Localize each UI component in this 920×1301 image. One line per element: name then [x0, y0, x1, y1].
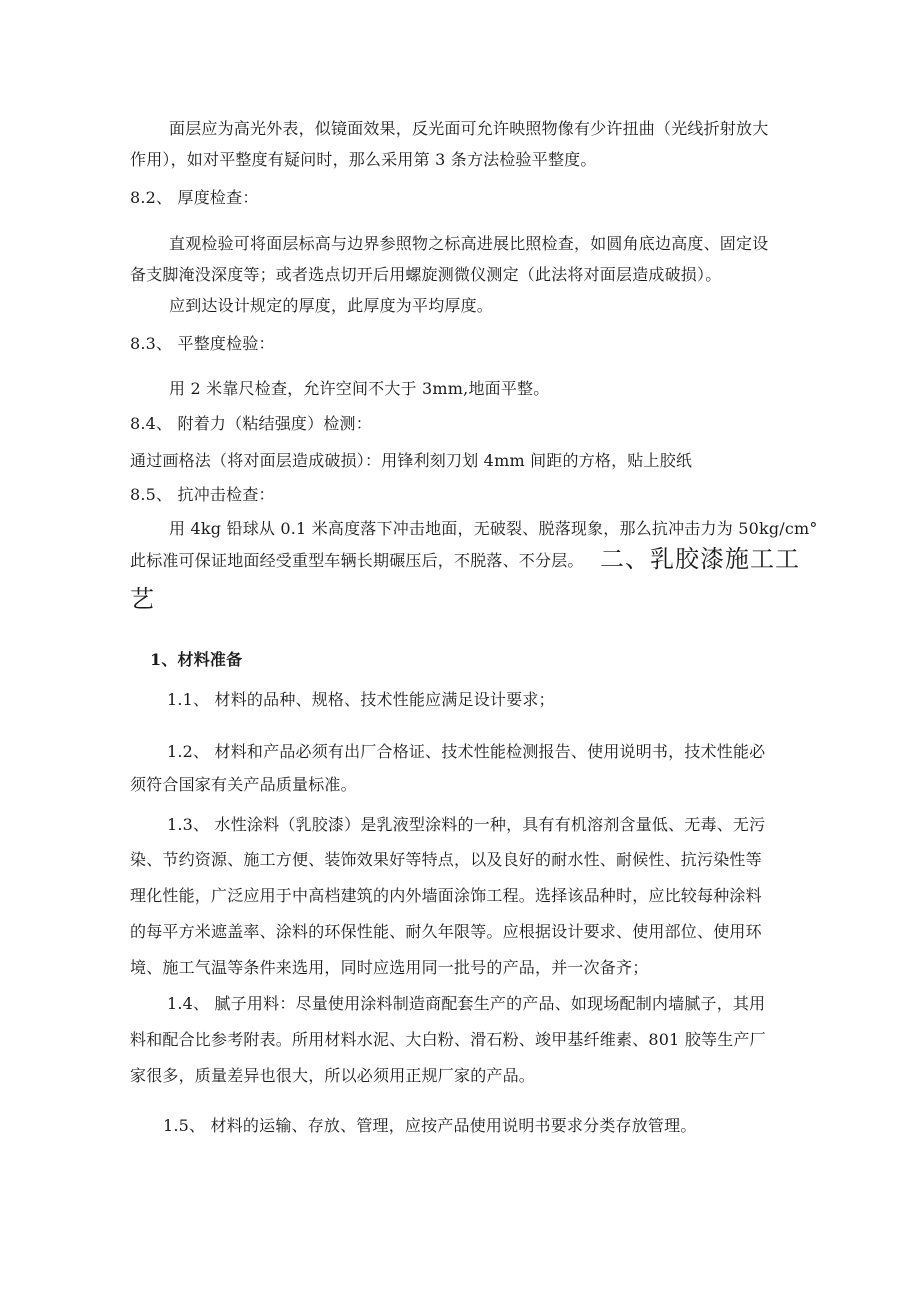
section-heading-materials: 1、材料准备	[150, 650, 243, 669]
text-line: 1.5、 材料的运输、存放、管理，应按产品使用说明书要求分类存放管理。	[163, 1116, 697, 1135]
text-line: 须符合国家有关产品质量标准。	[130, 775, 357, 794]
section-heading-8-2: 8.2、 厚度检查：	[130, 188, 259, 207]
text-line: 通过画格法（将对面层造成破损）：用锋利刻刀划 4mm 间距的方格，贴上胶纸	[130, 451, 693, 470]
text-line: 1.3、 水性涂料（乳胶漆）是乳液型涂料的一种，具有有机溶剂含量低、无毒、无污	[167, 815, 766, 834]
text-line: 用 4kg 铅球从 0.1 米高度落下冲击地面，无破裂、脱落现象，那么抗冲击力为 50kg∕cm°	[169, 519, 818, 538]
text-line: 的每平方米遮盖率、涂料的环保性能、耐久年限等。应根据设计要求、使用部位、使用环	[130, 922, 762, 941]
text-line: 应到达设计规定的厚度，此厚度为平均厚度。	[169, 296, 494, 315]
chapter-heading: 二、乳胶漆施工工	[600, 545, 800, 573]
text-line: 1.1、 材料的品种、规格、技术性能应满足设计要求；	[167, 690, 555, 709]
text-line: 染、节约资源、施工方便、装饰效果好等特点，以及良好的耐水性、耐候性、抗污染性等	[130, 850, 762, 869]
text-line: 用 2 米靠尺检查，允许空间不大于 3mm,地面平整。	[169, 379, 550, 398]
text-line: 家很多，质量差异也很大，所以必须用正规厂家的产品。	[130, 1066, 536, 1085]
text-line: 备支脚淹没深度等；或者选点切开后用螺旋测微仪测定（此法将对面层造成破损）。	[130, 265, 722, 284]
text-line: 1.4、 腻子用料：尽量使用涂料制造商配套生产的产品、如现场配制内墙腻子，其用	[167, 994, 766, 1013]
text-line: 面层应为高光外表，似镜面效果，反光面可允许映照物像有少许扭曲（光线折射放大	[169, 119, 769, 138]
chapter-heading-continued: 艺	[130, 585, 155, 613]
text-line: 此标准可保证地面经受重型车辆长期碾压后，不脱落、不分层。	[130, 551, 584, 570]
text-line: 直观检验可将面层标高与边界参照物之标高进展比照检查，如圆角底边高度、固定设	[169, 234, 769, 253]
section-heading-8-4: 8.4、 附着力（粘结强度）检测：	[130, 414, 372, 433]
text-line: 1.2、 材料和产品必须有出厂合格证、技术性能检测报告、使用说明书，技术性能必	[167, 742, 766, 761]
text-line: 作用），如对平整度有疑问时，那么采用第 3 条方法检验平整度。	[130, 150, 597, 169]
text-line: 理化性能，广泛应用于中高档建筑的内外墙面涂饰工程。选择该品种时，应比较每种涂料	[130, 886, 762, 905]
section-heading-8-3: 8.3、 平整度检验：	[130, 334, 275, 353]
section-heading-8-5: 8.5、 抗冲击检查：	[130, 485, 275, 504]
text-line: 境、施工气温等条件来选用，同时应选用同一批号的产品，并一次备齐；	[130, 958, 649, 977]
text-line: 料和配合比参考附表。所用材料水泥、大白粉、滑石粉、竣甲基纤维素、801 胶等生产厂	[130, 1030, 766, 1049]
